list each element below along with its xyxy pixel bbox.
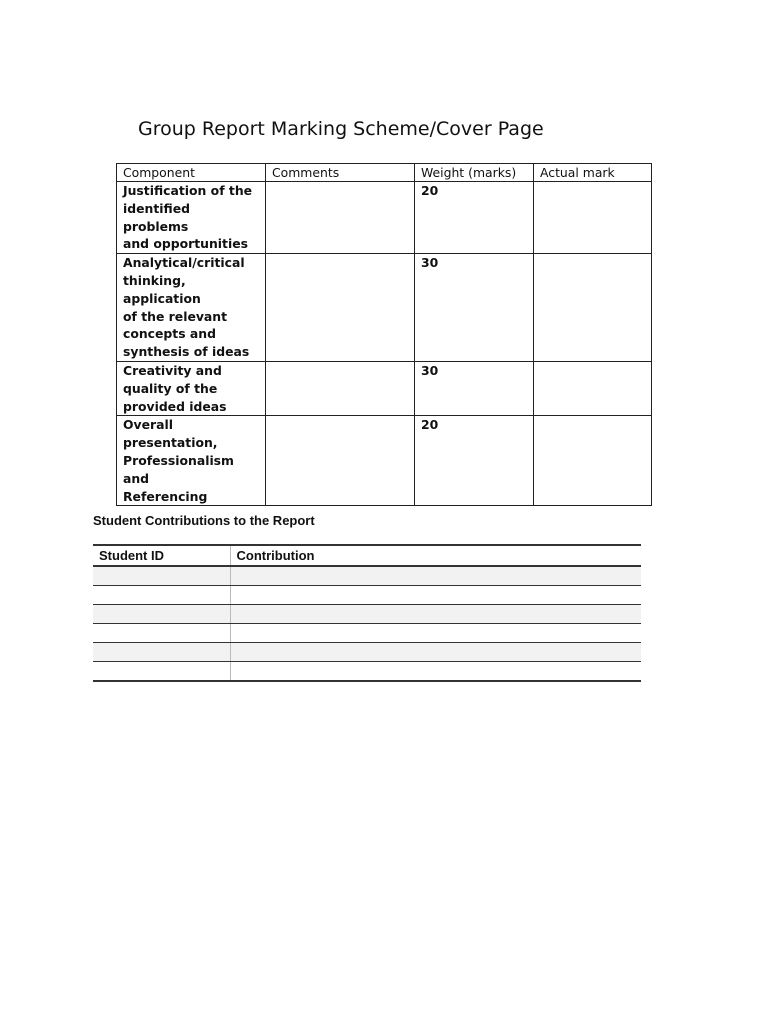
weight-cell: 20 <box>415 416 534 506</box>
contribution-cell[interactable] <box>230 566 641 586</box>
student-id-cell[interactable] <box>93 586 230 605</box>
component-line: synthesis of ideas <box>123 344 250 360</box>
student-id-cell[interactable] <box>93 662 230 682</box>
component-line: Overall <box>123 417 173 433</box>
contribution-cell[interactable] <box>230 586 641 605</box>
comments-cell[interactable] <box>266 361 415 415</box>
weight-cell: 20 <box>415 182 534 254</box>
table-row <box>117 416 652 506</box>
component-line: quality of the <box>123 380 218 396</box>
component-line: concepts and <box>123 326 216 342</box>
weight-cell: 30 <box>415 254 534 362</box>
table-row <box>93 643 641 662</box>
actual-mark-cell[interactable] <box>534 361 652 415</box>
actual-mark-cell[interactable] <box>534 182 652 254</box>
component-line: Justification of the <box>123 183 253 198</box>
table-row <box>93 605 641 624</box>
component-line: presentation, <box>123 435 218 451</box>
component-line: Professionalism and <box>123 452 234 486</box>
weight-cell: 30 <box>415 361 534 415</box>
contribution-cell[interactable] <box>230 662 641 682</box>
component-line: Analytical/critical <box>123 255 245 271</box>
component-line: of the relevant <box>123 308 228 324</box>
header-student-id: Student ID <box>93 545 230 566</box>
student-id-cell[interactable] <box>93 605 230 624</box>
marking-header-row <box>117 164 652 182</box>
header-contribution: Contribution <box>230 545 641 566</box>
component-line: and opportunities <box>123 236 249 252</box>
component-line: Creativity and <box>123 362 222 378</box>
component-line: Referencing <box>123 488 208 504</box>
student-id-cell[interactable] <box>93 566 230 586</box>
contribution-cell[interactable] <box>230 605 641 624</box>
component-line: identified problems <box>123 200 190 234</box>
header-component: Component <box>117 164 266 182</box>
comments-cell[interactable] <box>266 416 415 506</box>
comments-cell[interactable] <box>266 182 415 254</box>
table-row <box>93 586 641 605</box>
header-comments: Comments <box>266 164 415 182</box>
component-cell <box>117 254 266 362</box>
contributions-table <box>93 544 641 682</box>
page-title: Group Report Marking Scheme/Cover Page <box>138 118 544 140</box>
table-row <box>93 624 641 643</box>
actual-mark-cell[interactable] <box>534 416 652 506</box>
table-row <box>93 566 641 586</box>
marking-scheme-table <box>116 163 652 506</box>
header-actual-mark: Actual mark <box>534 164 652 182</box>
contributions-title: Student Contributions to the Report <box>93 513 315 528</box>
component-cell <box>117 361 266 415</box>
student-id-cell[interactable] <box>93 624 230 643</box>
contribution-cell[interactable] <box>230 624 641 643</box>
component-cell <box>117 182 266 254</box>
comments-cell[interactable] <box>266 254 415 362</box>
table-row <box>117 182 652 254</box>
table-row <box>117 254 652 362</box>
component-line: provided ideas <box>123 398 227 414</box>
component-cell <box>117 416 266 506</box>
table-row <box>93 662 641 682</box>
header-weight: Weight (marks) <box>415 164 534 182</box>
table-row <box>117 361 652 415</box>
contribution-cell[interactable] <box>230 643 641 662</box>
student-id-cell[interactable] <box>93 643 230 662</box>
component-line: thinking, application <box>123 272 201 306</box>
actual-mark-cell[interactable] <box>534 254 652 362</box>
contributions-header-row <box>93 545 641 566</box>
